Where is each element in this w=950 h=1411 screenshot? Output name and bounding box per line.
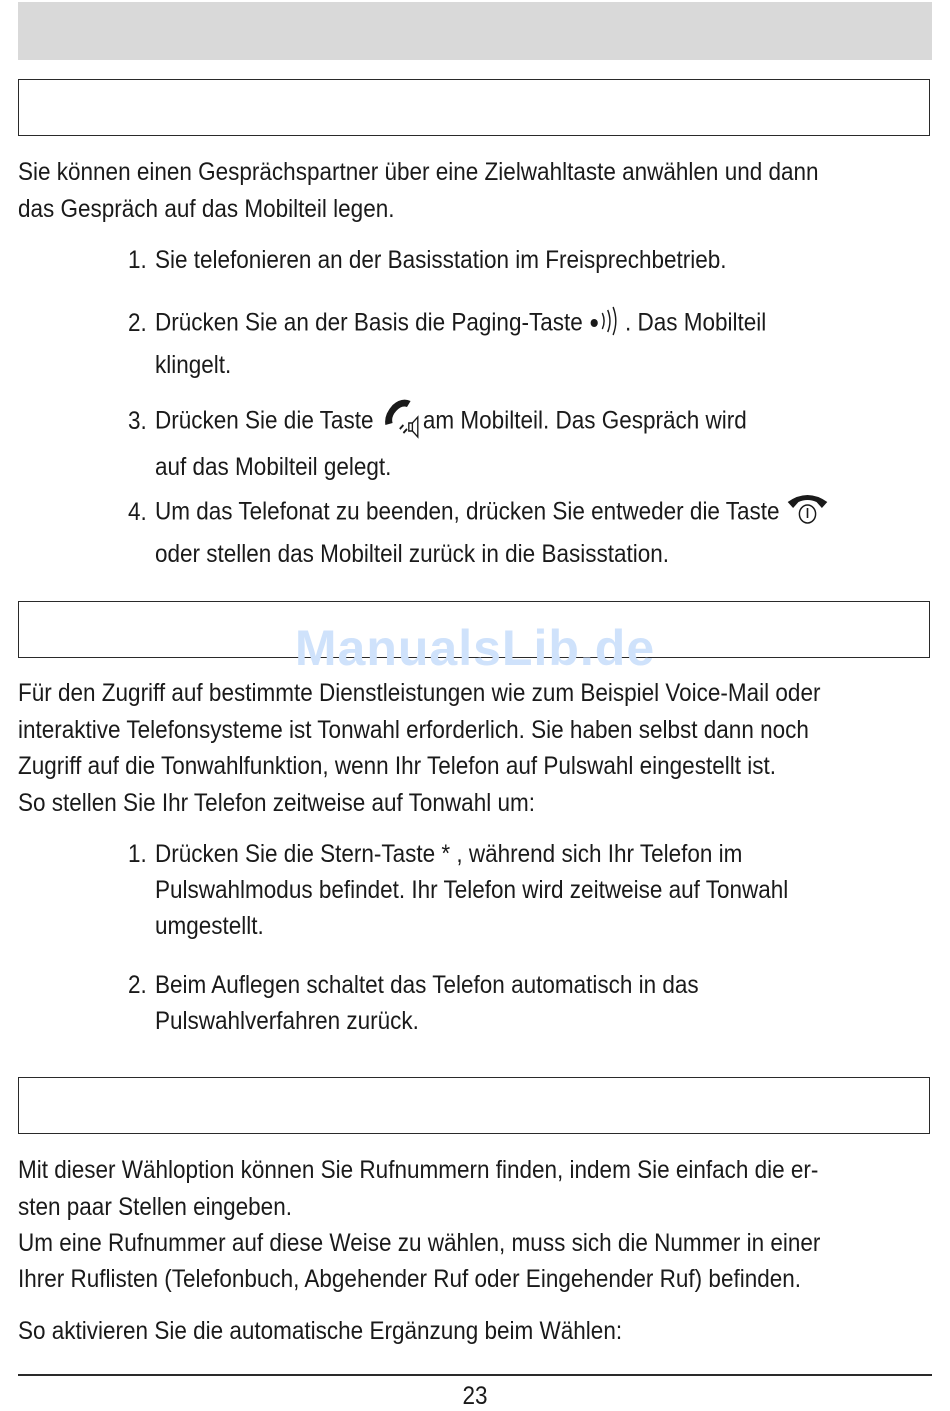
step-text: Drücken Sie an der Basis die Paging-Taste — [155, 308, 583, 337]
section3-intro-line-2: sten paar Stellen eingeben. — [18, 1193, 292, 1221]
step-text: Drücken Sie die Stern-Taste * , während sich Ihr Telefon im — [155, 840, 743, 868]
section2-intro-line-1: Für den Zugriff auf bestimmte Dienstleistungen wie zum Beispiel Voice-Mail oder — [18, 679, 821, 707]
step-text: Um das Telefonat zu beenden, drücken Sie entweder die Taste — [155, 497, 780, 526]
page-number: 23 — [462, 1382, 488, 1410]
header-bar — [18, 2, 932, 60]
step-text: Sie telefonieren an der Basisstation im Freisprechbetrieb. — [155, 246, 727, 274]
step-number: 2. — [128, 308, 147, 337]
handsfree-handset-icon — [380, 395, 423, 449]
step-number: 1. — [128, 246, 147, 274]
section1-step-1 — [128, 242, 727, 278]
section3-intro-line-4: Ihrer Ruflisten (Telefonbuch, Abgehender Ruf oder Eingehender Ruf) befinden. — [18, 1265, 802, 1293]
step-number: 2. — [128, 971, 147, 999]
section3-intro-line-3: Um eine Rufnummer auf diese Weise zu wählen, muss sich die Nummer in einer — [18, 1229, 821, 1257]
step-number: 3. — [128, 406, 147, 435]
section1-intro-line-2: das Gespräch auf das Mobilteil legen. — [18, 195, 395, 223]
watermark: ManualsLib.de — [294, 620, 656, 676]
section-heading-box-1 — [18, 79, 930, 136]
section2-step-1 — [128, 836, 788, 944]
step-text: am Mobilteil. Das Gespräch wird — [422, 406, 747, 435]
section2-step-2 — [128, 967, 699, 1039]
section1-step-3 — [128, 395, 747, 485]
section1-intro-line-1: Sie können einen Gesprächspartner über eine Zielwahltaste anwählen und dann — [18, 158, 819, 186]
section2-intro-line-4: So stellen Sie Ihr Telefon zeitweise auf Tonwahl um: — [18, 789, 535, 817]
step-text: Drücken Sie die Taste — [155, 406, 374, 435]
step-number: 4. — [128, 497, 147, 526]
step-text-cont: Pulswahlmodus befindet. Ihr Telefon wird zeitweise auf Tonwahl — [155, 876, 789, 904]
section1-step-4 — [128, 490, 829, 572]
section3-intro-line-1: Mit dieser Wähloption können Sie Rufnummern finden, indem Sie einfach die er- — [18, 1156, 819, 1184]
section1-step-2 — [128, 301, 766, 383]
step-text-cont: auf das Mobilteil gelegt. — [155, 453, 392, 481]
section3-outro: So aktivieren Sie die automatische Ergänzung beim Wählen: — [18, 1317, 623, 1345]
step-text: Beim Auflegen schaltet das Telefon automatisch in das — [155, 971, 699, 999]
end-call-icon — [786, 490, 829, 536]
section2-intro-line-2: interaktive Telefonsysteme ist Tonwahl erforderlich. Sie haben selbst dann noch — [18, 716, 809, 744]
step-text-cont: klingelt. — [155, 351, 232, 379]
footer-rule — [18, 1374, 932, 1376]
step-text-cont: oder stellen das Mobilteil zurück in die Basisstation. — [155, 540, 670, 568]
step-number: 1. — [128, 840, 147, 868]
section-heading-box-3 — [18, 1077, 930, 1134]
step-text: . Das Mobilteil — [624, 308, 767, 337]
step-text-cont: umgestellt. — [155, 912, 264, 940]
section2-intro-line-3: Zugriff auf die Tonwahlfunktion, wenn Ihr Telefon auf Pulswahl eingestellt ist. — [18, 752, 776, 780]
step-text-cont: Pulswahlverfahren zurück. — [155, 1007, 419, 1035]
paging-icon — [589, 301, 625, 347]
